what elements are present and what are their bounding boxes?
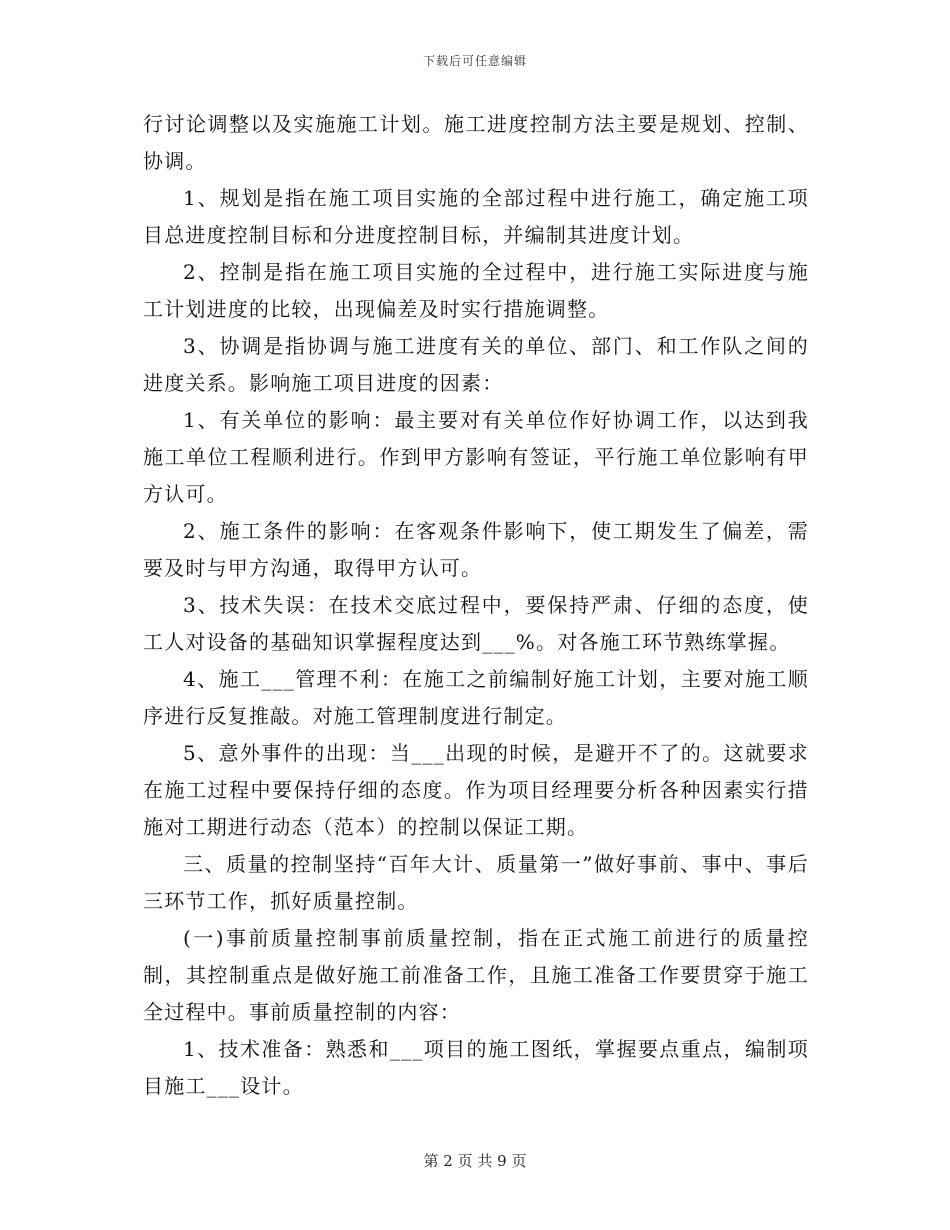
paragraph: 3、技术失误：在技术交底过程中，要保持严肃、仔细的态度，使工人对设备的基础知识掌握程度达到___%。对各施工环节熟练掌握。 (143, 593, 809, 654)
paragraph: (一)事前质量控制事前质量控制，指在正式施工前进行的质量控制，其控制重点是做好施工前准备工作，且施工准备工作要贯穿于施工全过程中。事前质量控制的内容： (143, 926, 809, 1024)
paragraph: 2、控制是指在施工项目实施的全过程中，进行施工实际进度与施工计划进度的比较，出现偏差及时实行措施调整。 (143, 260, 809, 321)
paragraph: 1、规划是指在施工项目实施的全部过程中进行施工，确定施工项目总进度控制目标和分进度控制目标，并编制其进度计划。 (143, 186, 809, 247)
page-header: 下载后可任意编辑 (422, 54, 527, 68)
paragraph: 1、技术准备：熟悉和___项目的施工图纸，掌握要点重点，编制项目施工___设计。 (143, 1037, 809, 1098)
paragraph: 2、施工条件的影响：在客观条件影响下，使工期发生了偏差，需要及时与甲方沟通，取得甲方认可。 (143, 519, 809, 580)
paragraph: 行讨论调整以及实施施工计划。施工进度控制方法主要是规划、控制、协调。 (143, 112, 809, 173)
document-body (143, 106, 809, 1105)
paragraph: 3、协调是指协调与施工进度有关的单位、部门、和工作队之间的进度关系。影响施工项目进度的因素： (143, 334, 809, 395)
paragraph: 5、意外事件的出现：当___出现的时候，是避开不了的。这就要求在施工过程中要保持仔细的态度。作为项目经理要分析各种因素实行措施对工期进行动态（范本）的控制以保证工期。 (143, 741, 809, 839)
page-number: 第 2 页 共 9 页 (423, 1152, 527, 1170)
paragraph: 三、质量的控制坚持“百年大计、质量第一”做好事前、事中、事后三环节工作，抓好质量控制。 (143, 852, 809, 913)
paragraph: 1、有关单位的影响：最主要对有关单位作好协调工作，以达到我施工单位工程顺利进行。作到甲方影响有签证，平行施工单位影响有甲方认可。 (143, 408, 809, 506)
paragraph: 4、施工___管理不利：在施工之前编制好施工计划，主要对施工顺序进行反复推敲。对施工管理制度进行制定。 (143, 667, 809, 728)
